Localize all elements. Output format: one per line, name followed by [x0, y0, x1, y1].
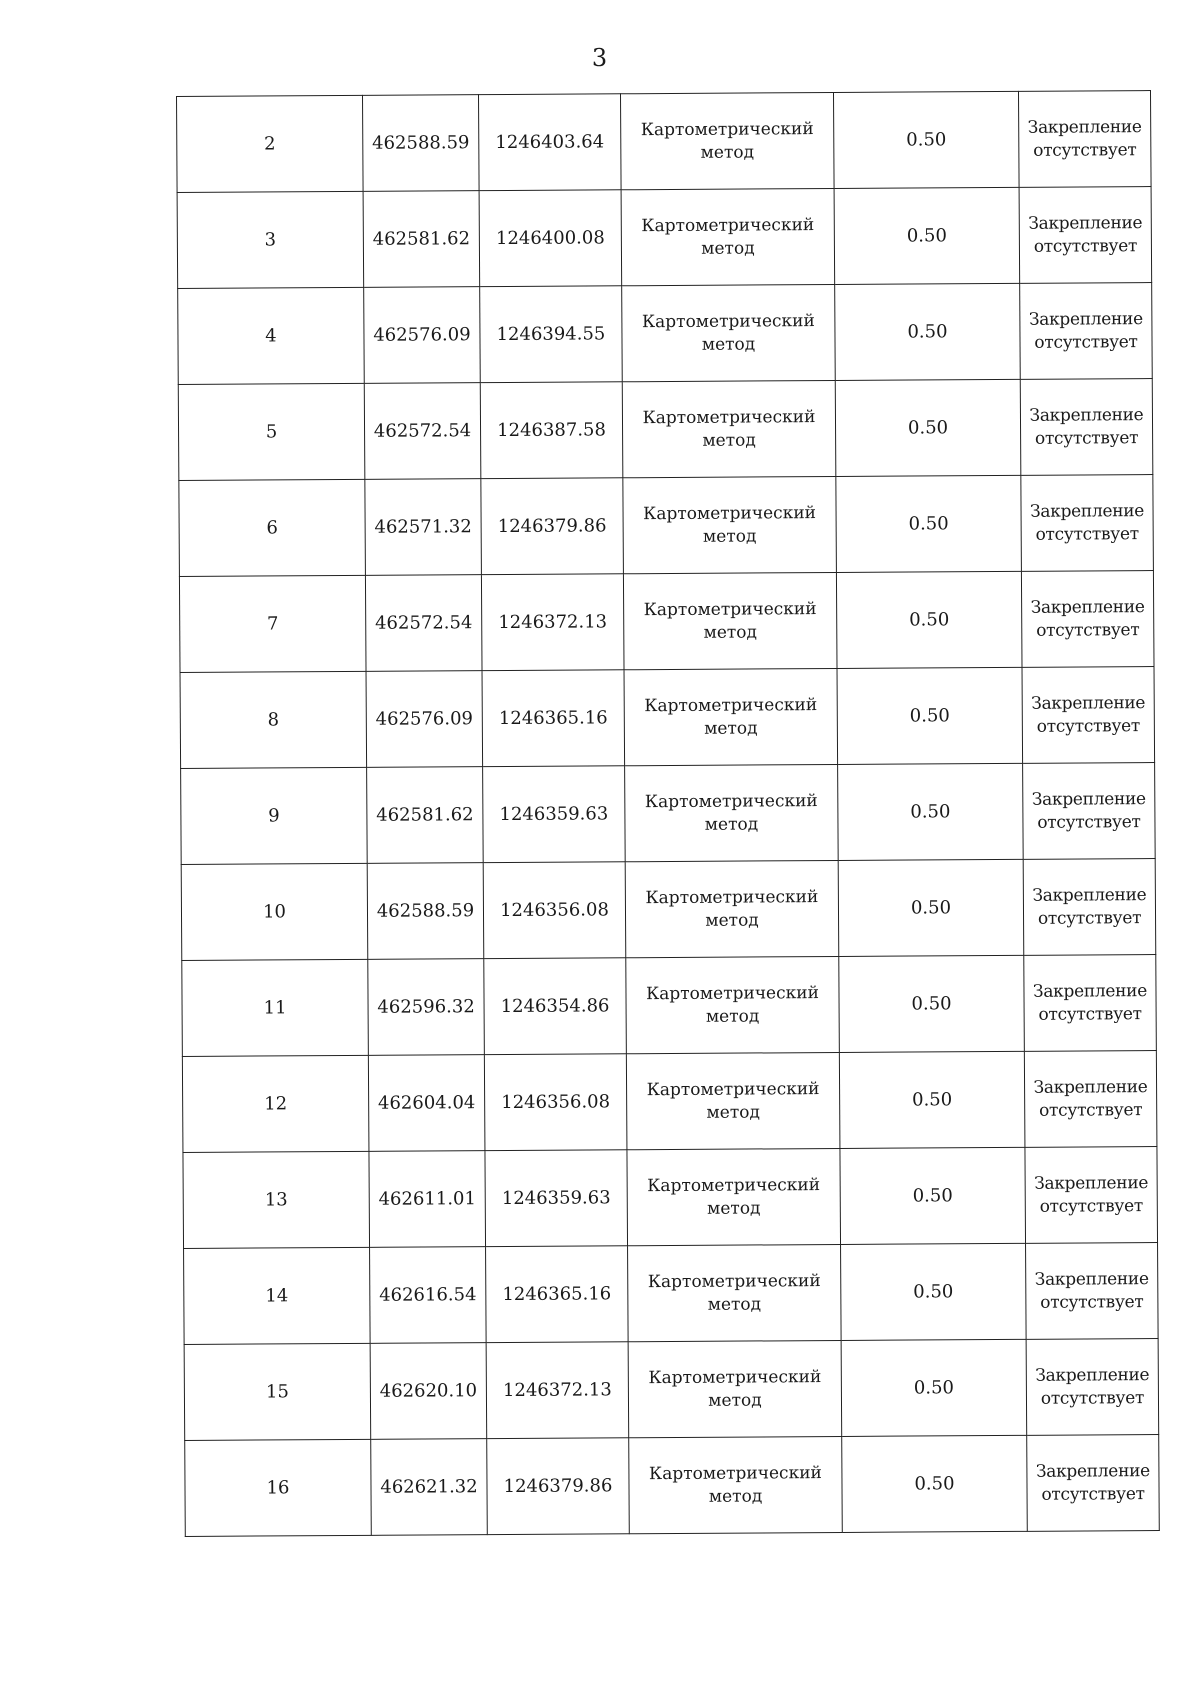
fixation-text-line1: Закрепление — [1028, 308, 1143, 330]
method-text-line1: Картометрический — [647, 1270, 821, 1292]
table-row — [184, 1243, 1159, 1345]
page-number: 3 — [591, 44, 609, 72]
method-text-line2: метод — [701, 333, 756, 355]
x-coordinate-cell: 462571.32 — [365, 479, 482, 576]
accuracy-cell: 0.50 — [838, 859, 1024, 956]
y-coordinate-cell: 1246356.08 — [484, 1054, 627, 1151]
fixation-text-line2: отсутствует — [1034, 427, 1139, 449]
fixation-cell — [1020, 283, 1153, 380]
fixation-text-line2: отсутствует — [1040, 1387, 1145, 1409]
point-number-cell: 11 — [182, 959, 369, 1056]
method-text-line1: Картометрический — [642, 406, 816, 428]
method-text-line2: метод — [705, 1005, 760, 1027]
fixation-text-line2: отсутствует — [1039, 1099, 1143, 1121]
method-cell — [625, 860, 839, 957]
method-cell — [627, 1148, 841, 1245]
point-number-cell: 5 — [178, 383, 365, 480]
fixation-text-line1: Закрепление — [1030, 596, 1145, 618]
table-row — [182, 955, 1157, 1057]
table-row — [185, 1435, 1160, 1537]
method-text-line2: метод — [708, 1485, 763, 1507]
fixation-text-line2: отсутствует — [1033, 235, 1138, 257]
method-cell — [626, 1052, 840, 1149]
accuracy-cell: 0.50 — [839, 955, 1025, 1052]
table-row — [180, 667, 1155, 769]
y-coordinate-cell: 1246400.08 — [479, 190, 622, 287]
point-number-cell: 4 — [178, 287, 365, 384]
fixation-text-line1: Закрепление — [1035, 1460, 1150, 1482]
fixation-cell — [1027, 1435, 1160, 1532]
table-row — [181, 859, 1156, 961]
fixation-text-line1: Закрепление — [1033, 1076, 1148, 1098]
x-coordinate-cell: 462572.54 — [365, 575, 482, 672]
x-coordinate-cell: 462588.59 — [362, 95, 479, 192]
fixation-text-line2: отсутствует — [1039, 1195, 1143, 1217]
x-coordinate-cell: 462611.01 — [369, 1151, 486, 1248]
y-coordinate-cell: 1246372.13 — [481, 574, 624, 671]
fixation-text-line1: Закрепление — [1030, 500, 1145, 522]
point-number-cell: 10 — [181, 863, 368, 960]
fixation-cell — [1022, 667, 1155, 764]
x-coordinate-cell: 462588.59 — [367, 863, 484, 960]
accuracy-cell: 0.50 — [841, 1339, 1027, 1436]
table-row — [184, 1339, 1159, 1441]
table-body — [177, 91, 1160, 1537]
fixation-cell — [1020, 379, 1153, 476]
point-number-cell: 7 — [179, 575, 366, 672]
fixation-cell — [1024, 1051, 1157, 1148]
fixation-text-line2: отсутствует — [1036, 715, 1141, 737]
fixation-cell — [1023, 859, 1156, 956]
x-coordinate-cell: 462596.32 — [368, 959, 485, 1056]
method-cell — [624, 668, 838, 765]
fixation-text-line1: Закрепление — [1032, 884, 1147, 906]
fixation-cell — [1021, 475, 1154, 572]
fixation-text-line2: отсутствует — [1041, 1483, 1145, 1505]
method-text-line1: Картометрический — [641, 310, 815, 332]
point-number-cell: 8 — [180, 671, 367, 768]
x-coordinate-cell: 462576.09 — [366, 671, 483, 768]
method-text-line1: Картометрический — [643, 502, 817, 524]
method-text-line1: Картометрический — [648, 1366, 822, 1388]
y-coordinate-cell: 1246359.63 — [483, 766, 626, 863]
fixation-text-line2: отсутствует — [1036, 619, 1140, 641]
method-text-line1: Картометрический — [643, 598, 817, 620]
fixation-cell — [1019, 187, 1152, 284]
table-row — [178, 283, 1153, 385]
y-coordinate-cell: 1246359.63 — [485, 1150, 628, 1247]
fixation-cell — [1023, 763, 1156, 860]
fixation-text-line2: отсутствует — [1038, 1003, 1142, 1025]
fixation-text-line2: отсутствует — [1034, 331, 1138, 353]
fixation-text-line1: Закрепление — [1031, 692, 1146, 714]
y-coordinate-cell: 1246354.86 — [484, 958, 627, 1055]
fixation-text-line2: отсутствует — [1035, 523, 1139, 545]
method-text-line1: Картометрический — [647, 1174, 821, 1196]
x-coordinate-cell: 462572.54 — [364, 383, 481, 480]
point-number-cell: 2 — [177, 95, 364, 192]
accuracy-cell: 0.50 — [835, 283, 1021, 380]
x-coordinate-cell: 462604.04 — [368, 1055, 485, 1152]
fixation-cell — [1021, 571, 1154, 668]
method-text-line1: Картометрический — [646, 982, 819, 1004]
table-row — [183, 1147, 1158, 1249]
method-cell — [621, 188, 835, 285]
x-coordinate-cell: 462620.10 — [370, 1343, 487, 1440]
method-cell — [625, 764, 839, 861]
coordinates-table — [176, 90, 1160, 1537]
fixation-text-line1: Закрепление — [1027, 116, 1142, 138]
fixation-text-line1: Закрепление — [1034, 1268, 1149, 1290]
method-text-line2: метод — [702, 525, 757, 547]
method-text-line2: метод — [705, 909, 759, 931]
accuracy-cell: 0.50 — [834, 187, 1020, 284]
method-text-line2: метод — [704, 717, 758, 739]
method-text-line1: Картометрический — [648, 1462, 822, 1484]
accuracy-cell: 0.50 — [835, 379, 1021, 476]
fixation-text-line2: отсутствует — [1033, 139, 1137, 161]
fixation-text-line2: отсутствует — [1037, 811, 1141, 833]
fixation-text-line1: Закрепление — [1029, 404, 1144, 426]
point-number-cell: 13 — [183, 1151, 370, 1248]
method-text-line1: Картометрический — [644, 694, 818, 716]
method-cell — [622, 284, 836, 381]
method-text-line1: Картометрический — [644, 790, 818, 812]
method-cell — [629, 1436, 843, 1533]
accuracy-cell: 0.50 — [841, 1243, 1027, 1340]
fixation-cell — [1024, 955, 1157, 1052]
accuracy-cell: 0.50 — [836, 571, 1022, 668]
table-row — [177, 91, 1152, 193]
method-cell — [628, 1340, 842, 1437]
point-number-cell: 14 — [184, 1247, 371, 1344]
fixation-cell — [1026, 1339, 1159, 1436]
method-cell — [623, 476, 837, 573]
method-text-line2: метод — [702, 429, 756, 451]
method-cell — [626, 956, 840, 1053]
y-coordinate-cell: 1246372.13 — [486, 1342, 629, 1439]
x-coordinate-cell: 462621.32 — [371, 1439, 488, 1536]
fixation-cell — [1025, 1147, 1158, 1244]
method-text-line2: метод — [704, 813, 759, 835]
y-coordinate-cell: 1246365.16 — [482, 670, 625, 767]
accuracy-cell: 0.50 — [836, 475, 1022, 572]
fixation-text-line2: отсутствует — [1037, 907, 1142, 929]
accuracy-cell: 0.50 — [833, 91, 1019, 188]
x-coordinate-cell: 462616.54 — [370, 1247, 487, 1344]
y-coordinate-cell: 1246365.16 — [486, 1246, 629, 1343]
point-number-cell: 3 — [177, 191, 364, 288]
point-number-cell: 12 — [182, 1055, 369, 1152]
method-text-line1: Картометрический — [645, 886, 819, 908]
point-number-cell: 9 — [181, 767, 368, 864]
method-text-line2: метод — [701, 237, 755, 259]
method-text-line2: метод — [700, 141, 755, 163]
table-row — [178, 379, 1153, 481]
accuracy-cell: 0.50 — [842, 1435, 1028, 1532]
x-coordinate-cell: 462581.62 — [367, 767, 484, 864]
method-cell — [622, 380, 836, 477]
accuracy-cell: 0.50 — [838, 763, 1024, 860]
table-row — [179, 571, 1154, 673]
method-cell — [623, 572, 837, 669]
method-text-line1: Картометрический — [646, 1078, 820, 1100]
method-text-line2: метод — [708, 1389, 762, 1411]
method-text-line2: метод — [707, 1293, 762, 1315]
y-coordinate-cell: 1246387.58 — [480, 382, 623, 479]
fixation-text-line1: Закрепление — [1034, 1172, 1149, 1194]
method-text-line1: Картометрический — [641, 214, 815, 236]
method-text-line2: метод — [707, 1197, 761, 1219]
fixation-cell — [1018, 91, 1151, 188]
method-cell — [628, 1244, 842, 1341]
point-number-cell: 15 — [184, 1343, 371, 1440]
y-coordinate-cell: 1246356.08 — [483, 862, 626, 959]
method-text-line2: метод — [706, 1101, 760, 1123]
y-coordinate-cell: 1246379.86 — [481, 478, 624, 575]
method-text-line1: Картометрический — [640, 118, 814, 140]
table-row — [181, 763, 1156, 865]
point-number-cell: 6 — [179, 479, 366, 576]
method-cell — [620, 92, 834, 189]
table-row — [177, 187, 1152, 289]
table-row — [182, 1051, 1157, 1153]
x-coordinate-cell: 462576.09 — [364, 287, 481, 384]
y-coordinate-cell: 1246394.55 — [480, 286, 623, 383]
accuracy-cell: 0.50 — [837, 667, 1023, 764]
accuracy-cell: 0.50 — [839, 1051, 1025, 1148]
accuracy-cell: 0.50 — [840, 1147, 1026, 1244]
fixation-text-line1: Закрепление — [1031, 788, 1146, 810]
x-coordinate-cell: 462581.62 — [363, 191, 480, 288]
fixation-cell — [1026, 1243, 1159, 1340]
fixation-text-line1: Закрепление — [1028, 212, 1143, 234]
point-number-cell: 16 — [185, 1439, 372, 1536]
y-coordinate-cell: 1246379.86 — [487, 1438, 630, 1535]
table-row — [179, 475, 1154, 577]
method-text-line2: метод — [703, 621, 758, 643]
fixation-text-line2: отсутствует — [1040, 1291, 1144, 1313]
y-coordinate-cell: 1246403.64 — [478, 94, 621, 191]
fixation-text-line1: Закрепление — [1032, 980, 1147, 1002]
fixation-text-line1: Закрепление — [1035, 1364, 1150, 1386]
